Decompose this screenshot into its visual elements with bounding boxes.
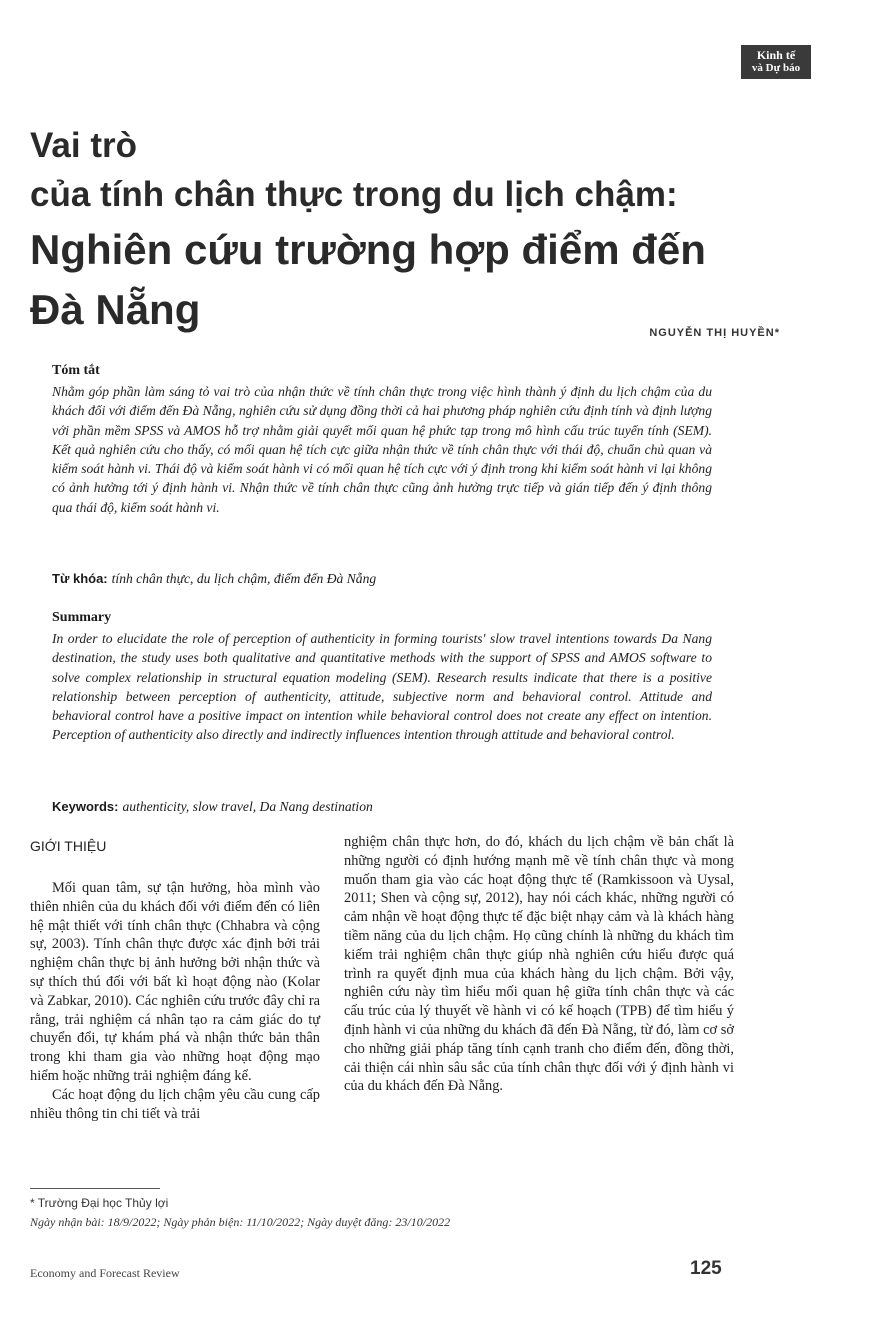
title-line2: của tính chân thực trong du lịch chậm: <box>30 175 678 214</box>
keywords-en-value: authenticity, slow travel, Da Nang destination <box>122 799 373 814</box>
article-title <box>30 122 830 340</box>
footnote-dates: Ngày nhận bài: 18/9/2022; Ngày phản biện: 11/10/2022; Ngày duyệt đăng: 23/10/2022 <box>30 1215 451 1229</box>
keywords-vi <box>52 571 732 587</box>
intro-paragraph-2: Các hoạt động du lịch chậm yêu cầu cung cấp nhiều thông tin chi tiết và trải <box>30 1086 320 1122</box>
page-number: 125 <box>690 1258 722 1279</box>
keywords-vi-value: tính chân thực, du lịch chậm, điểm đến Đà Nẵng <box>111 571 377 586</box>
abstract-vi-heading: Tóm tắt <box>52 363 100 378</box>
badge-line2: và Dự báo <box>751 62 801 74</box>
abstract-en-heading: Summary <box>52 610 112 625</box>
title-line3: Nghiên cứu trường hợp điểm đến <box>30 226 706 273</box>
column-right <box>344 833 734 1096</box>
abstract-en-body: In order to elucidate the role of perception of authenticity in forming tourists' slow travel intentions towards Da Nang destination, the study uses both qualitative and quantitative methods with the support of SPSS and AMOS software to solve complex relationship in structural equation modeling (SEM). Research results indicate that there is a positive relationship between perception of authenticity, attitude, subjective norm and behavioral control. Attitude and behavioral control have a positive impact on intention while behavioral control does not create any effect on intention. Perception of authenticity also directly and indirectly influences intention through attitude and behavioral control. <box>52 631 712 743</box>
intro-paragraph-1: Mối quan tâm, sự tận hưởng, hòa mình vào thiên nhiên của du khách đối với điểm đến có liên hệ mật thiết với tính chân thực (Chhabra và cộng sự, 2003). Tính chân thực được xác định bởi trải nghiệm chân thực bị ảnh hưởng bởi nhận thức và sự thích thú đối với bất kì hoạt động nào (Kolar và Zabkar, 2010). Các nghiên cứu trước đây chỉ ra rằng, trải nghiệm cá nhân tạo ra cảm giác do tự chuyển đổi, tự khám phá và nhận thức bản thân trong khi tham gia vào những hoạt động mạo hiểm hoặc những trải nghiệm đáng kể. <box>30 880 320 1084</box>
footnote-divider <box>30 1188 160 1189</box>
abstract-vi-body: Nhằm góp phần làm sáng tỏ vai trò của nhận thức về tính chân thực trong việc hình thành ý định du lịch chậm của du khách đối với điểm đến Đà Nẵng, nghiên cứu sử dụng đồng thời cả hai phương pháp nghiên cứu định tính và định lượng với phần mềm SPSS và AMOS hỗ trợ nhằm giải quyết mối quan hệ phức tạp trong mô hình cấu trúc tuyến tính (SEM). Kết quả nghiên cứu cho thấy, có mối quan hệ tích cực giữa nhận thức về tính chân thực với thái độ, chuẩn chủ quan và kiểm soát hành vi. Thái độ và kiểm soát hành vi có mối quan hệ tích cực với ý định trong khi kiểm soát hành vi lại không có ảnh hưởng tới ý định hành vi. Nhận thức về tính chân thực cũng ảnh hưởng trực tiếp và gián tiếp đến ý định thông qua thái độ, kiểm soát hành vi. <box>52 384 712 515</box>
keywords-vi-label: Từ khóa: <box>52 571 108 586</box>
keywords-en <box>52 799 732 815</box>
footnote-affiliation: * Trường Đại học Thủy lợi <box>30 1196 169 1210</box>
title-line4: Đà Nẵng <box>30 286 201 333</box>
badge-line1: Kinh tế <box>756 48 796 62</box>
title-line1: Vai trò <box>30 126 137 165</box>
journal-badge <box>741 45 811 79</box>
column-left <box>30 833 320 1123</box>
author-name: NGUYỄN THỊ HUYỀN* <box>649 327 780 339</box>
keywords-en-label: Keywords: <box>52 799 119 814</box>
section-heading: GIỚI THIỆU <box>30 838 107 854</box>
journal-name: Economy and Forecast Review <box>30 1266 180 1280</box>
intro-paragraph-3: nghiệm chân thực hơn, do đó, khách du lịch chậm về bản chất là những người có định hướng mạnh mẽ về tính chân thực và mong muốn tham gia vào các hoạt động thực tế (Ramkissoon và Uysal, 2011; Shen và cộng sự, 2012), hay nói cách khác, những người có cảm nhận về hoạt động thực tế đặc biệt nhạy cảm và là khách hàng tiềm năng của du lịch chậm. Họ cũng chính là những du khách tìm kiếm trải nghiệm chân thực giúp nhà nghiên cứu hiểu được quá trình ra quyết định mua của khách hàng du lịch chậm. Bởi vậy, nghiên cứu này tìm hiểu mối quan hệ giữa tính chân thực và các cấu trúc của lý thuyết về hành vi có kế hoạch (TPB) để tìm hiểu ý định hành vi của những du khách đã đến Đà Nẵng, từ đó, làm cơ sở cho những giải pháp tăng tính cạnh tranh cho điểm đến, đồng thời, cải thiện cái nhìn sâu sắc của tính chân thực đối với ý định hành vi của du khách đến Đà Nẵng. <box>344 834 734 1095</box>
